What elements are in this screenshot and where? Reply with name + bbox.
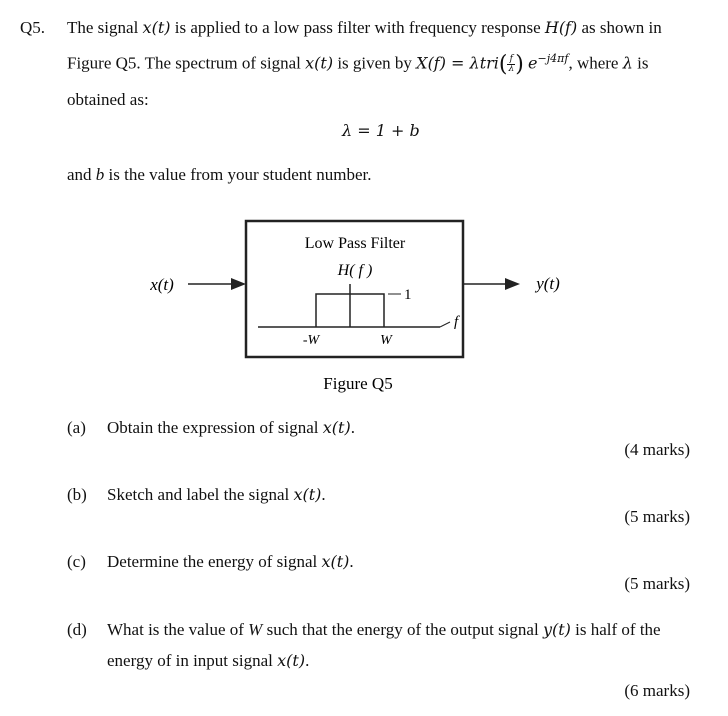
- intro-text: is: [632, 53, 649, 73]
- part-var: y(t): [542, 620, 571, 639]
- part-var: x(t): [321, 552, 350, 571]
- intro-text: is applied to a low pass filter with frequency response: [170, 18, 545, 37]
- part-var: x(t): [322, 418, 351, 437]
- part-text: .: [321, 485, 326, 504]
- part-var-w: W: [248, 620, 263, 639]
- part-b-marks: (5 marks): [624, 507, 690, 526]
- part-text: What is the value of: [107, 620, 249, 639]
- part-text: Obtain the expression of signal: [107, 418, 323, 437]
- lambda-tri: λtri: [469, 53, 499, 73]
- figure-caption: Figure Q5: [323, 374, 393, 393]
- part-var: x(t): [293, 485, 322, 504]
- output-label: y(t): [536, 274, 560, 293]
- part-c-text: [107, 552, 354, 572]
- part-d-text-line-1: [107, 620, 661, 640]
- axis-label-leader: [440, 322, 450, 327]
- signal-x-t: x(t): [142, 18, 171, 37]
- level-label: 1: [404, 287, 412, 303]
- fraction-denominator: λ: [508, 64, 515, 75]
- equals-sign: =: [445, 53, 470, 73]
- b-text: is the value from your student number.: [104, 165, 372, 184]
- lambda-equation: λ = 1 + b: [342, 121, 420, 140]
- fraction-numerator: f: [507, 55, 515, 65]
- part-b-label: (b): [67, 485, 87, 504]
- part-a-text: [107, 418, 355, 438]
- neg-w-label: -W: [302, 333, 320, 348]
- input-arrowhead: [231, 278, 246, 290]
- part-d-marks: (6 marks): [624, 681, 690, 700]
- part-text: .: [349, 552, 354, 571]
- close-paren: ): [515, 51, 524, 77]
- b-text: and: [67, 165, 96, 184]
- signal-x-t: x(t): [305, 53, 334, 73]
- part-text: Sketch and label the signal: [107, 485, 294, 504]
- intro-text: as shown in: [577, 18, 662, 37]
- part-a-marks: (4 marks): [624, 440, 690, 459]
- part-text: such that the energy of the output signal: [262, 620, 543, 639]
- part-text: .: [350, 418, 355, 437]
- intro-text: , where: [568, 53, 623, 73]
- spectrum-X-f: X(f): [416, 53, 446, 73]
- intro-line-3: obtained as:: [67, 90, 149, 109]
- part-c-label: (c): [67, 552, 86, 571]
- part-text: is half of the: [570, 620, 661, 639]
- exp-base: e: [528, 53, 538, 73]
- part-d-label: (d): [67, 620, 87, 639]
- part-b-text: [107, 485, 326, 505]
- part-var: x(t): [277, 651, 306, 670]
- output-arrowhead: [505, 278, 520, 290]
- exp-power: −j4πf: [537, 52, 569, 65]
- part-text: Determine the energy of signal: [107, 552, 322, 571]
- part-d-text-line-2: [107, 651, 309, 671]
- part-text: .: [305, 651, 310, 670]
- part-text: energy of in input signal: [107, 651, 278, 670]
- filter-title: Low Pass Filter: [304, 235, 406, 252]
- intro-text: The signal: [67, 18, 143, 37]
- w-label: W: [380, 333, 392, 348]
- lambda-symbol: λ: [622, 53, 633, 73]
- part-c-marks: (5 marks): [624, 574, 690, 593]
- filter-H-label: H( f ): [337, 262, 373, 279]
- response-H-f: H(f): [544, 18, 578, 37]
- intro-text: Figure Q5. The spectrum of signal: [67, 53, 306, 73]
- part-a-label: (a): [67, 418, 86, 437]
- axis-label-f: f: [454, 314, 459, 330]
- question-number: Q5.: [20, 18, 46, 37]
- open-paren: (: [498, 51, 508, 77]
- b-variable: b: [95, 165, 105, 184]
- intro-text: is given by: [333, 53, 417, 73]
- input-label: x(t): [150, 275, 174, 294]
